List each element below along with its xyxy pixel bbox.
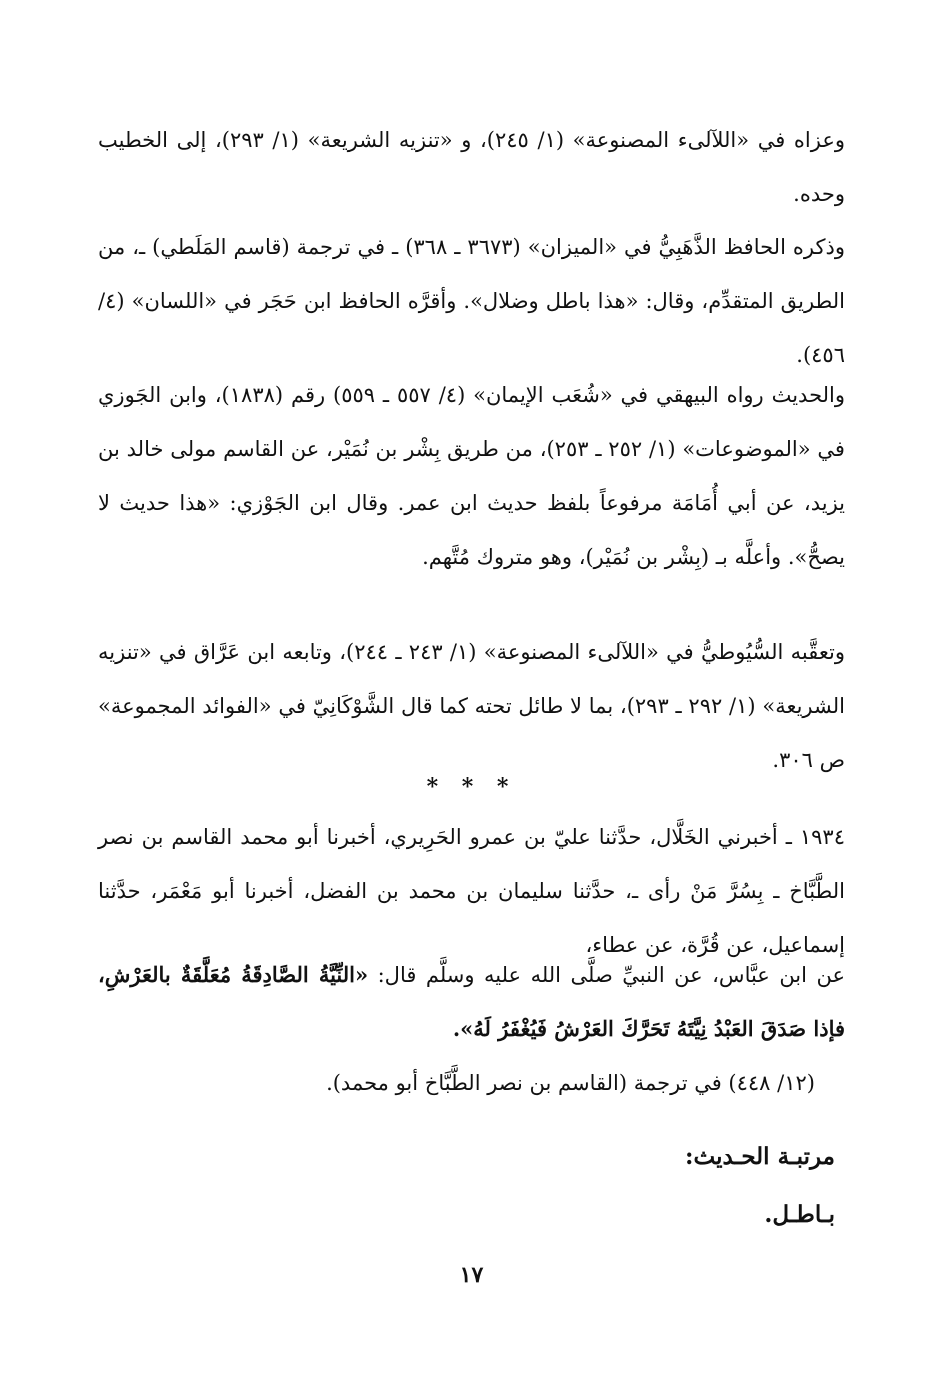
hadith-matn: «النِّيَّةُ الصَّادِقَةُ مُعَلَّقَةٌ بالعَرْشِ، فإذا صَدَقَ العَبْدُ نِيَّتَهُ تَحَرَّكَ العَرْشُ فَيُغْفَرُ لَهُ».	[98, 962, 845, 1041]
hadith-verdict: بـاطـل.	[764, 1201, 835, 1228]
paragraph-bayhaqi	[98, 368, 845, 584]
paragraph-attribution	[98, 113, 845, 221]
paragraph-text: وعزاه في «اللآلىء المصنوعة» (١/ ٢٤٥)، و «تنزيه الشريعة» (١/ ٢٩٣)، إلى الخطيب وحده.	[98, 128, 845, 206]
section-separator: * * *	[426, 774, 517, 800]
page-number: ١٧	[459, 1262, 484, 1288]
hadith-intro: عن ابن عبَّاس، عن النبيِّ صلَّى الله عليه وسلَّم قال:	[368, 963, 845, 987]
paragraph-text: وذكره الحافظ الذَّهَبِيُّ في «الميزان» (٣٦٧٣ ـ ٣٦٨) ـ في ترجمة (قاسم المَلَطي) ـ، من الطريق المتقدِّم، وقال: «هذا باطل وضلال». وأقرَّه الحافظ ابن حَجَر في «اللسان» (٤/ ٤٥٦).	[98, 235, 845, 367]
paragraph-text: ١٩٣٤ ـ أخبرني الخَلَّال، حدَّثنا عليّ بن عمرو الحَرِيري، أخبرنا أبو محمد القاسم بن نصر الطَّبَّاخ ـ بِسُرَّ مَنْ رأى ـ، حدَّثنا سليمان بن محمد بن الفضل، أخبرنا أبو مَعْمَر، حدَّثنا إسماعيل، عن قُرَّة، عن عطاء،	[98, 825, 845, 957]
paragraph-text: وتعقَّبه السُّيُوطيُّ في «اللآلىء المصنوعة» (١/ ٢٤٣ ـ ٢٤٤)، وتابعه ابن عَرَّاق في «تنزيه الشريعة» (١/ ٢٩٢ ـ ٢٩٣)، بما لا طائل تحته كما قال الشَّوْكَانِيّ في «الفوائد المجموعة» ص ٣٠٦.	[98, 640, 845, 772]
paragraph-text: (١٢/ ٤٤٨) في ترجمة (القاسم بن نصر الطَّبَّاخ أبو محمد).	[326, 1071, 815, 1095]
paragraph-hadith	[98, 948, 845, 1056]
section-heading: مرتبـة الحـديث:	[685, 1143, 835, 1170]
paragraph-text	[98, 948, 845, 1056]
paragraph-reference	[98, 1056, 845, 1110]
paragraph-suyuti	[98, 625, 845, 787]
paragraph-text: والحديث رواه البيهقي في «شُعَب الإيمان» (٤/ ٥٥٧ ـ ٥٥٩) رقم (١٨٣٨)، وابن الجَوزي في «الموضوعات» (١/ ٢٥٢ ـ ٢٥٣)، من طريق بِشْر بن نُمَيْر، عن القاسم مولى خالد بن يزيد، عن أبي أُمَامَة مرفوعاً بلفظ حديث ابن عمر. وقال ابن الجَوْزي: «هذا حديث لا يصحُّ». وأعلَّه بـ (بِشْر بن نُمَيْر)، وهو متروك مُتَّهم.	[98, 383, 845, 569]
paragraph-dhahabi	[98, 220, 845, 382]
